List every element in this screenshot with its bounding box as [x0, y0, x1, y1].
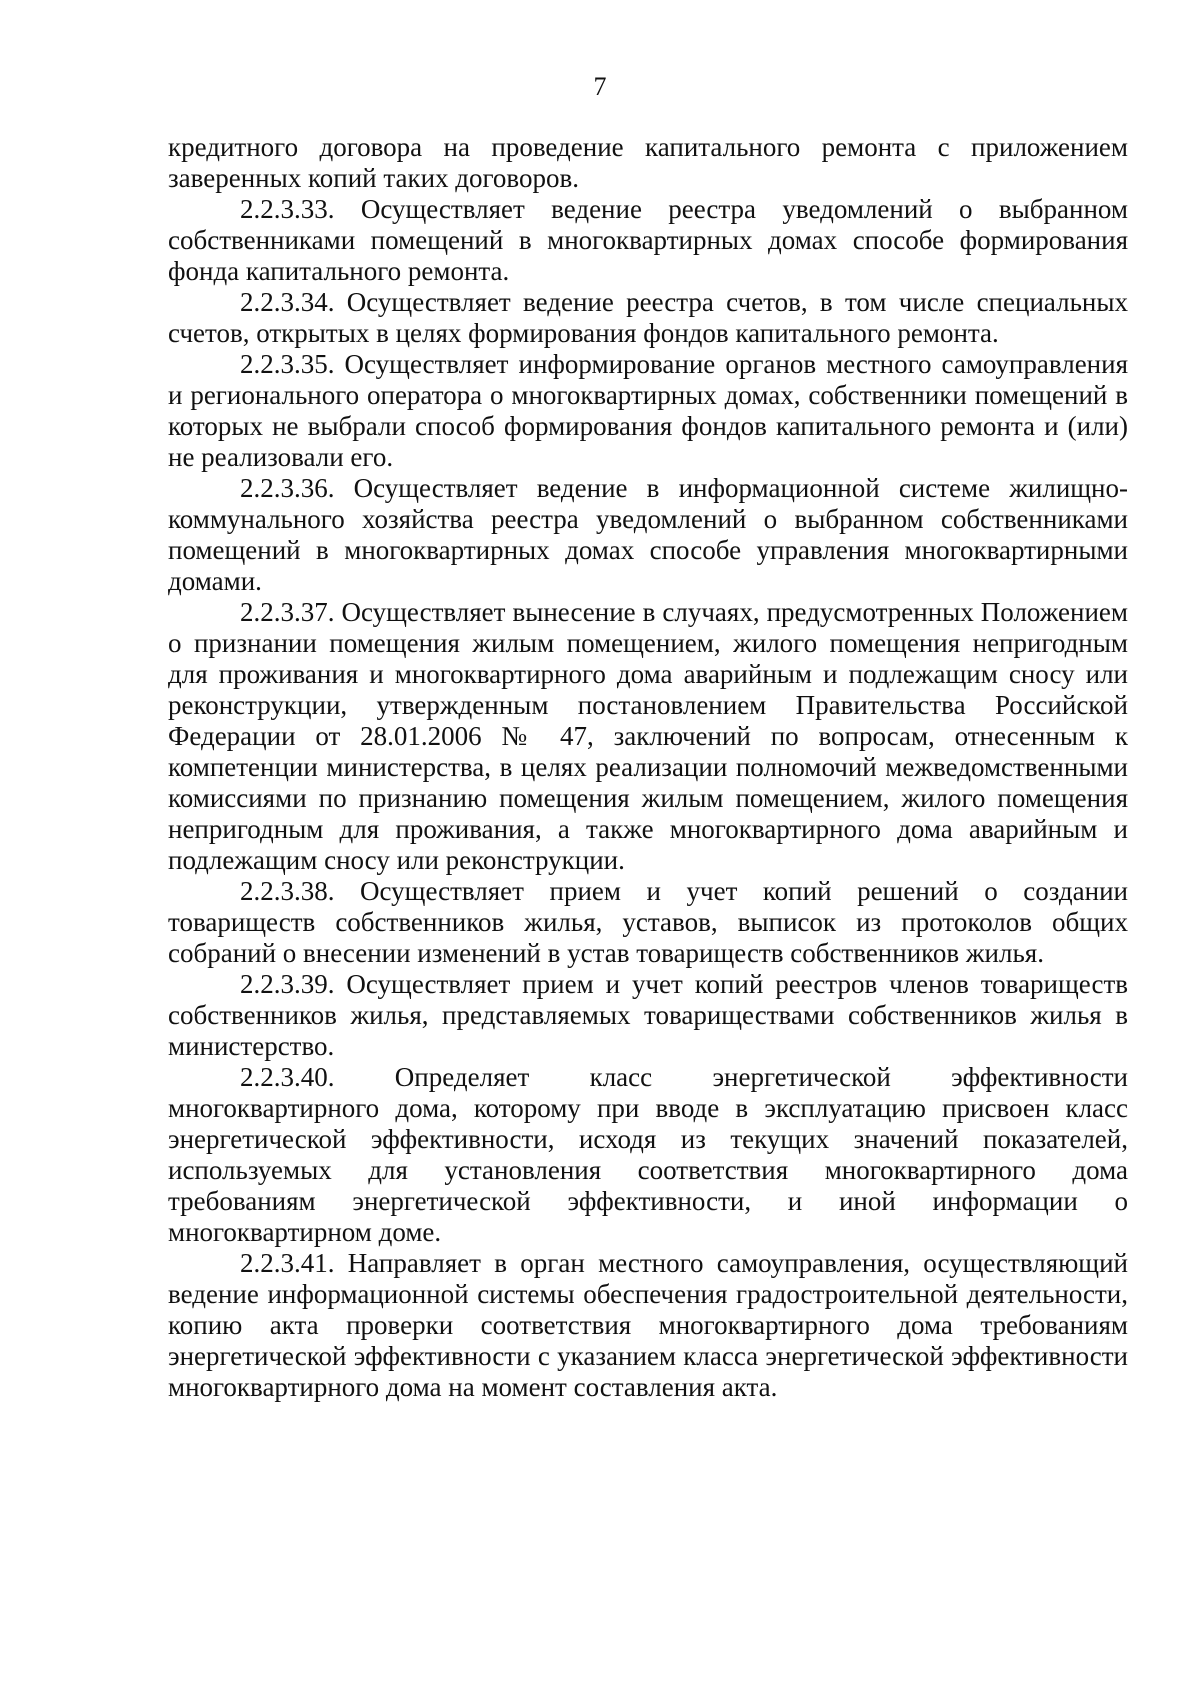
- paragraph-2-2-3-37: 2.2.3.37. Осуществляет вынесение в случаях, предусмотренных Положением о признании помещения жилым помещением, жилого помещения непригодным для проживания и многоквартирного дома аварийным и подлежащим сносу или реконструкции, утвержденным постановлением Правительства Российской Федерации от 28.01.2006 № 47, заключений по вопросам, отнесенным к компетенции министерства, в целях реализации полномочий межведомственными комиссиями по признанию помещения жилым помещением, жилого помещения непригодным для проживания, а также многоквартирного дома аварийным и подлежащим сносу или реконструкции.: [168, 597, 1128, 875]
- paragraph-2-2-3-38: 2.2.3.38. Осуществляет прием и учет копий решений о создании товариществ собственников жилья, уставов, выписок из протоколов общих собраний о внесении изменений в устав товариществ собственников жилья.: [168, 876, 1128, 968]
- paragraph-2-2-3-41: 2.2.3.41. Направляет в орган местного самоуправления, осуществляющий ведение информационной системы обеспечения градостроительной деятельности, копию акта проверки соответствия многоквартирного дома требованиям энергетической эффективности с указанием класса энергетической эффективности многоквартирного дома на момент составления акта.: [168, 1248, 1128, 1402]
- paragraph-2-2-3-40: 2.2.3.40. Определяет класс энергетической эффективности многоквартирного дома, которому при вводе в эксплуатацию присвоен класс энергетической эффективности, исходя из текущих значений показателей, используемых для установления соответствия многоквартирного дома требованиям энергетической эффективности, и иной информации о многоквартирном доме.: [168, 1062, 1128, 1247]
- paragraph-2-2-3-36: 2.2.3.36. Осуществляет ведение в информационной системе жилищно-коммунального хозяйства реестра уведомлений о выбранном собственниками помещений в многоквартирных домах способе управления многоквартирными домами.: [168, 473, 1128, 596]
- page-number: 7: [593, 72, 607, 101]
- paragraph-2-2-3-39: 2.2.3.39. Осуществляет прием и учет копий реестров членов товариществ собственников жилья, представляемых товариществами собственников жилья в министерство.: [168, 969, 1128, 1061]
- paragraph-2-2-3-35: 2.2.3.35. Осуществляет информирование органов местного самоуправления и регионального оператора о многоквартирных домах, собственники помещений в которых не выбрали способ формирования фондов капитального ремонта и (или) не реализовали его.: [168, 349, 1128, 472]
- paragraph-2-2-3-34: 2.2.3.34. Осуществляет ведение реестра счетов, в том числе специальных счетов, открытых в целях формирования фондов капитального ремонта.: [168, 287, 1128, 348]
- paragraph-continuation: кредитного договора на проведение капитального ремонта с приложением заверенных копий таких договоров.: [168, 132, 1128, 193]
- paragraph-2-2-3-33: 2.2.3.33. Осуществляет ведение реестра уведомлений о выбранном собственниками помещений в многоквартирных домах способе формирования фонда капитального ремонта.: [168, 194, 1128, 286]
- document-body: [168, 132, 1128, 1403]
